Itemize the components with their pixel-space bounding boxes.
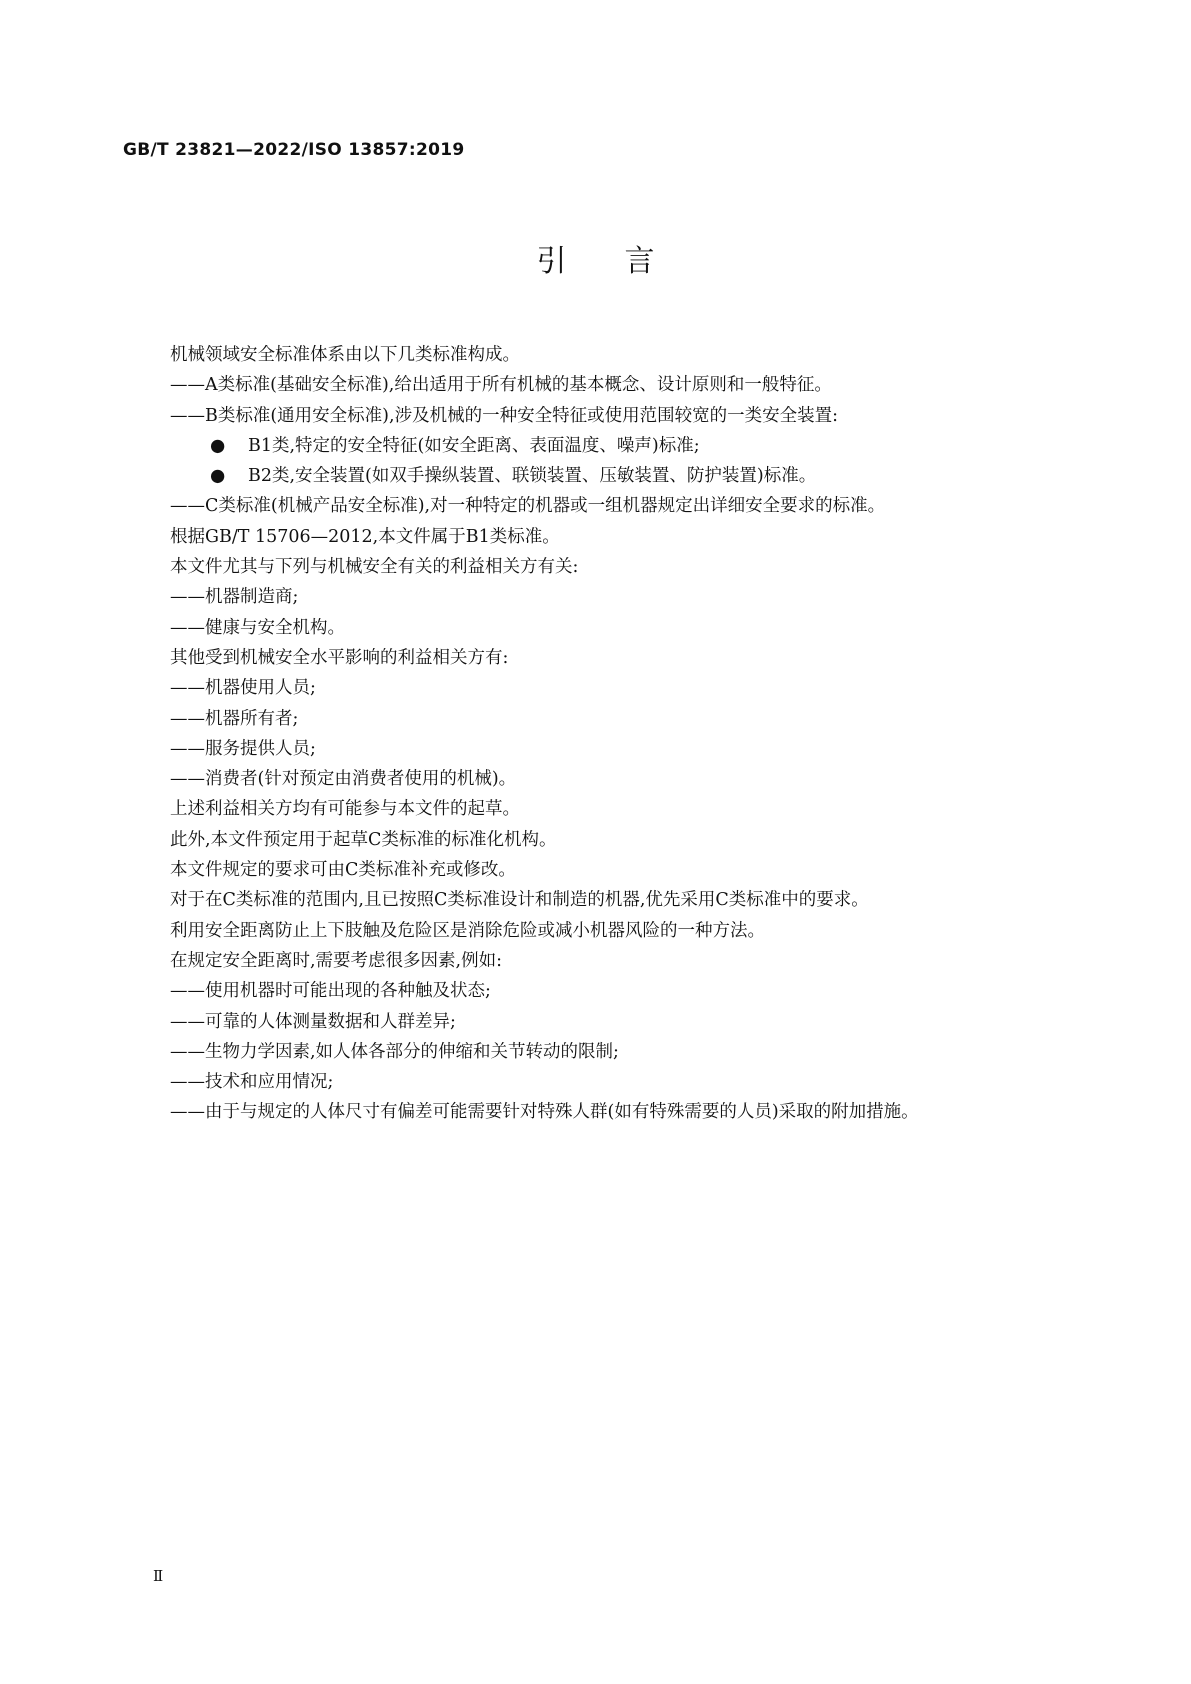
paragraph: 本文件尤其与下列与机械安全有关的利益相关方有关: — [170, 557, 579, 578]
bullet-item-b1 — [170, 431, 1070, 461]
paragraph: 根据GB/T 15706—2012,本文件属于B1类标准。 — [170, 526, 560, 547]
paragraph: 在规定安全距离时,需要考虑很多因素,例如: — [170, 950, 503, 971]
bullet-item-b2 — [170, 461, 1070, 491]
list-item: ——健康与安全机构。 — [170, 617, 345, 638]
bullet-item-text: B1类,特定的安全特征(如安全距离、表面温度、噪声)标准; — [248, 435, 700, 456]
list-item: ——机器所有者; — [170, 708, 299, 729]
list-item-type-a: ——A类标准(基础安全标准),给出适用于所有机械的基本概念、设计原则和一般特征。 — [170, 375, 832, 396]
introduction-body — [170, 340, 1070, 1128]
list-item: ——机器使用人员; — [170, 678, 316, 699]
list-item: ——机器制造商; — [170, 587, 299, 608]
paragraph: 上述利益相关方均有可能参与本文件的起草。 — [170, 799, 520, 820]
page-title: 引言 — [536, 244, 713, 279]
list-item: ——可靠的人体测量数据和人群差异; — [170, 1011, 456, 1032]
bullet-icon: ● — [210, 466, 226, 487]
paragraph: 此外,本文件预定用于起草C类标准的标准化机构。 — [170, 829, 557, 850]
list-item: ——服务提供人员; — [170, 738, 316, 759]
intro-paragraph: 机械领域安全标准体系由以下几类标准构成。 — [170, 345, 520, 365]
page-number: Ⅱ — [153, 1567, 164, 1585]
list-item-wrapped: ——由于与规定的人体尺寸有偏差可能需要针对特殊人群(如有特殊需要的人员)采取的附加措施。 — [170, 1102, 919, 1123]
bullet-item-text: B2类,安全装置(如双手操纵装置、联锁装置、压敏装置、防护装置)标准。 — [248, 466, 817, 487]
list-item-type-b: ——B类标准(通用安全标准),涉及机械的一种安全特征或使用范围较宽的一类安全装置: — [170, 405, 838, 426]
document-code-header: GB/T 23821—2022/ISO 13857:2019 — [123, 140, 465, 160]
list-item: ——生物力学因素,如人体各部分的伸缩和关节转动的限制; — [170, 1041, 619, 1062]
list-item-type-c: ——C类标准(机械产品安全标准),对一种特定的机器或一组机器规定出详细安全要求的标准。 — [170, 496, 886, 517]
bullet-icon: ● — [210, 435, 226, 456]
paragraph: 其他受到机械安全水平影响的利益相关方有: — [170, 647, 509, 668]
list-item: ——技术和应用情况; — [170, 1072, 334, 1093]
paragraph: 本文件规定的要求可由C类标准补充或修改。 — [170, 860, 516, 881]
paragraph: 对于在C类标准的范围内,且已按照C类标准设计和制造的机器,优先采用C类标准中的要求。 — [170, 890, 869, 911]
paragraph: 利用安全距离防止上下肢触及危险区是消除危险或减小机器风险的一种方法。 — [170, 920, 765, 941]
list-item: ——消费者(针对预定由消费者使用的机械)。 — [170, 769, 517, 790]
list-item: ——使用机器时可能出现的各种触及状态; — [170, 981, 491, 1002]
